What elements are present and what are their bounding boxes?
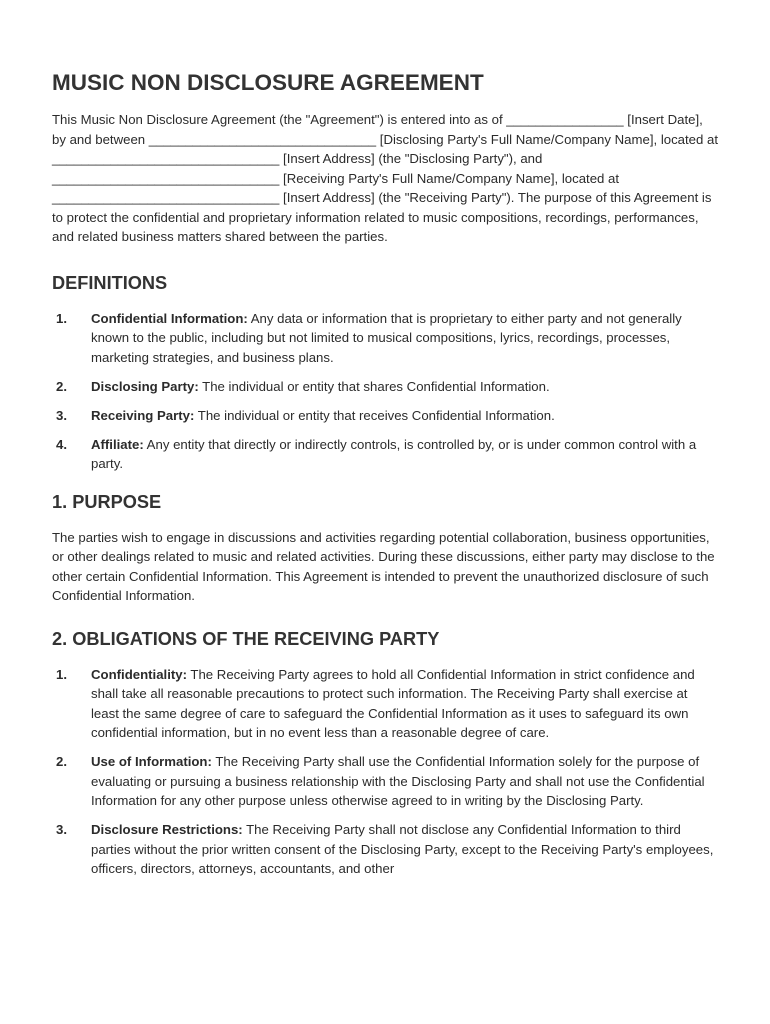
item-number: 2.: [56, 754, 67, 769]
item-term: Confidentiality:: [91, 666, 187, 682]
item-number: 2.: [56, 378, 67, 394]
intro-paragraph: This Music Non Disclosure Agreement (the "Agreement") is entered into as of ________________ [Insert Date], by and between _______________________________ [Disclosing Party's Full Name/Company Name], located at _______________________________ [Insert Address] (the "Disclosing Party"), and _______________________________ [Receiving Party's Full Name/Company Name], located at _______________________________ [Insert Address] (the "Receiving Party"). The purpose of this Agreement is to protect the confidential and proprietary information related to music compositions, recordings, performances, and related business matters shared between the parties.: [52, 112, 719, 244]
item-number: 3.: [56, 822, 67, 837]
item-term: Affiliate:: [91, 436, 144, 452]
obligations-heading: 2. OBLIGATIONS OF THE RECEIVING PARTY: [52, 628, 440, 649]
item-term: Confidential Information:: [91, 310, 248, 326]
item-body: [91, 665, 718, 743]
item-text: The Receiving Party shall use the Confidential Information solely for the purpose of evaluating or pursuing a business relationship with the Disclosing Party and shall not use the Confidential Information for any other purpose unless otherwise agreed to in writing by the Disclosing Party.: [91, 754, 705, 808]
item-text: Any entity that directly or indirectly controls, is controlled by, or is under common control with a party.: [91, 436, 697, 471]
item-text: The Receiving Party agrees to hold all Confidential Information in strict confidence and shall take all reasonable precautions to protect such information. The Receiving Party shall exercise at least the same degree of care to safeguard the Confidential Information as it uses to safeguard its own confidential information, but in no event less than a reasonable degree of care.: [91, 666, 695, 740]
list-item: [52, 435, 718, 474]
item-text: The individual or entity that receives Confidential Information.: [194, 407, 555, 423]
item-term: Disclosing Party:: [91, 378, 199, 394]
list-item: [52, 309, 718, 368]
item-number: 1.: [56, 666, 67, 682]
list-item: [52, 820, 718, 879]
item-body: [91, 406, 718, 426]
item-text: The individual or entity that shares Confidential Information.: [198, 378, 550, 394]
item-number: 3.: [56, 407, 67, 423]
item-body: [91, 435, 718, 474]
item-term: Disclosure Restrictions:: [91, 822, 243, 837]
item-body: [91, 752, 718, 811]
definitions-list: [52, 309, 718, 474]
item-body: [91, 309, 718, 368]
item-number: 1.: [56, 310, 67, 326]
item-body: [91, 820, 718, 879]
item-term: Receiving Party:: [91, 407, 195, 423]
list-item: [52, 377, 718, 397]
list-item: [52, 406, 718, 426]
item-text: The Receiving Party shall not disclose any Confidential Information to third parties without the prior written consent of the Disclosing Party, except to the Receiving Party's employees, officers, directors, attorneys, accountants, and other: [91, 822, 714, 876]
item-text: Any data or information that is proprietary to either party and not generally known to the public, including but not limited to musical compositions, lyrics, recordings, processes, marketing strategies, and business plans.: [91, 310, 682, 365]
item-number: 4.: [56, 436, 67, 452]
item-term: Use of Information:: [91, 754, 212, 769]
definitions-heading: DEFINITIONS: [52, 272, 168, 293]
list-item: [52, 665, 718, 743]
obligations-list: [52, 665, 718, 879]
item-body: [91, 377, 718, 397]
list-item: [52, 752, 718, 811]
purpose-heading: 1. PURPOSE: [52, 491, 162, 512]
document-title: MUSIC NON DISCLOSURE AGREEMENT: [52, 70, 484, 95]
purpose-paragraph: The parties wish to engage in discussions and activities regarding potential collaboration, business opportunities, or other dealings related to music and related activities. During these discussions, either party may disclose to the other certain Confidential Information. This Agreement is intended to prevent the unauthorized disclosure of such Confidential Information.: [52, 529, 715, 603]
